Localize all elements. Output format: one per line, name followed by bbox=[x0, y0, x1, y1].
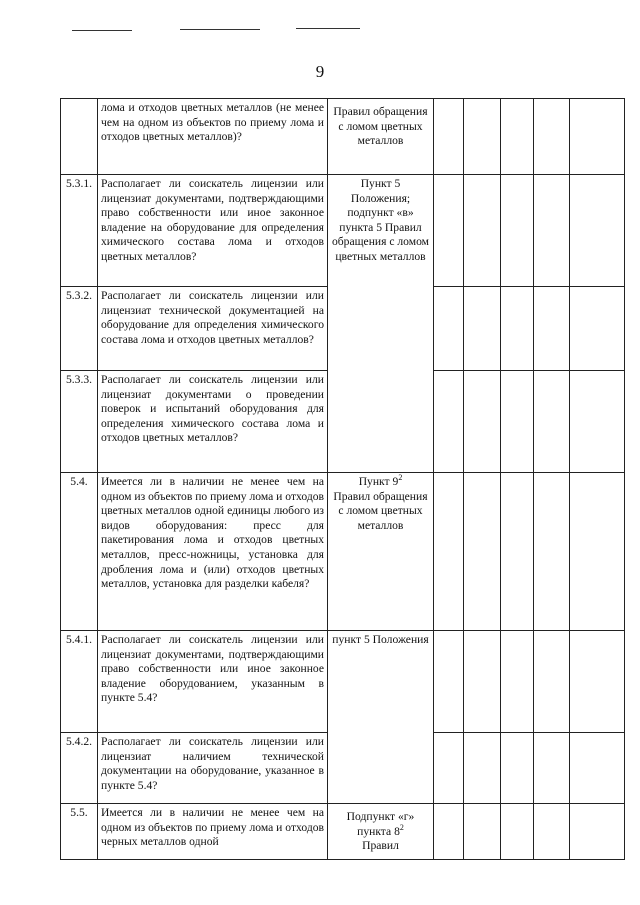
empty-cell bbox=[570, 371, 625, 473]
table-row bbox=[61, 175, 625, 287]
item-question: Имеется ли в наличии не менее чем на одном из объектов по приему лома и отходов цветных металлов одной единицы любого из видов оборудования: пресс для пакетирования лома и отходов цветных металлов, пресс-ножницы, установка для дробления лома и (или) отходов цветных металлов, установка для разделки кабеля? bbox=[98, 473, 328, 631]
empty-cell bbox=[501, 733, 534, 804]
empty-cell bbox=[501, 631, 534, 733]
legal-basis: Пункт 5 Положения; подпункт «в» пункта 5 Правил обращения с ломом цветных металлов bbox=[328, 175, 434, 473]
empty-cell bbox=[570, 287, 625, 371]
empty-cell bbox=[434, 371, 464, 473]
scan-artifact-line-left bbox=[72, 30, 132, 31]
empty-cell bbox=[501, 287, 534, 371]
legal-basis: пункт 5 Положения bbox=[328, 631, 434, 804]
item-question: лома и отходов цветных металлов (не менее чем на одном из объектов по приему лома и отходов цветных металлов)? bbox=[98, 99, 328, 175]
legal-basis-line: Подпункт «г» пункта $8^2$ bbox=[346, 810, 415, 838]
empty-cell bbox=[464, 175, 501, 287]
legal-basis bbox=[328, 473, 434, 631]
empty-cell bbox=[501, 175, 534, 287]
empty-cell bbox=[501, 99, 534, 175]
empty-cell bbox=[570, 733, 625, 804]
item-question: Располагает ли соискатель лицензии или лицензиат документами, подтверждающими право собственности или иное законное владение оборудованием, указанным в пункте 5.4? bbox=[98, 631, 328, 733]
empty-cell bbox=[534, 175, 570, 287]
empty-cell bbox=[534, 473, 570, 631]
legal-basis bbox=[328, 804, 434, 860]
empty-cell bbox=[501, 804, 534, 860]
empty-cell bbox=[464, 804, 501, 860]
item-number: 5.5. bbox=[61, 804, 98, 860]
table-row bbox=[61, 473, 625, 631]
empty-cell bbox=[501, 371, 534, 473]
item-question: Располагает ли соискатель лицензии или лицензиат наличием технической документации на оборудование, указанное в пункте 5.4? bbox=[98, 733, 328, 804]
item-number: 5.4. bbox=[61, 473, 98, 631]
empty-cell bbox=[534, 99, 570, 175]
table-row bbox=[61, 631, 625, 733]
empty-cell bbox=[464, 99, 501, 175]
table-row bbox=[61, 804, 625, 860]
empty-cell bbox=[570, 473, 625, 631]
checklist-table bbox=[60, 98, 625, 860]
item-number: 5.3.2. bbox=[61, 287, 98, 371]
empty-cell bbox=[534, 804, 570, 860]
empty-cell bbox=[434, 631, 464, 733]
legal-basis-line: Пункт $9^2$ bbox=[358, 473, 403, 488]
item-question: Располагает ли соискатель лицензии или лицензиат документами о проведении поверок и испытаний оборудования для определения химического состава лома и отходов цветных металлов? bbox=[98, 371, 328, 473]
empty-cell bbox=[434, 733, 464, 804]
empty-cell bbox=[501, 473, 534, 631]
empty-cell bbox=[570, 631, 625, 733]
empty-cell bbox=[534, 371, 570, 473]
empty-cell bbox=[534, 287, 570, 371]
item-number: 5.3.3. bbox=[61, 371, 98, 473]
page-number: 9 bbox=[315, 62, 325, 81]
empty-cell bbox=[434, 287, 464, 371]
empty-cell bbox=[570, 175, 625, 287]
empty-cell bbox=[464, 371, 501, 473]
item-question: Располагает ли соискатель лицензии или лицензиат документами, подтверждающими право собственности или иное законное владение на оборудование для определения химического состава лома и отходов цветных металлов? bbox=[98, 175, 328, 287]
empty-cell bbox=[464, 733, 501, 804]
empty-cell bbox=[464, 287, 501, 371]
item-number: 5.3.1. bbox=[61, 175, 98, 287]
empty-cell bbox=[434, 175, 464, 287]
item-question: Располагает ли соискатель лицензии или лицензиат технической документацией на оборудование для определения химического состава лома и отходов цветных металлов? bbox=[98, 287, 328, 371]
empty-cell bbox=[534, 631, 570, 733]
empty-cell bbox=[534, 733, 570, 804]
legal-basis: Правил обращения с ломом цветных металлов bbox=[328, 99, 434, 175]
empty-cell bbox=[570, 804, 625, 860]
empty-cell bbox=[464, 473, 501, 631]
scan-artifact-line-mid bbox=[180, 29, 260, 30]
legal-basis-rest: Правил обращения с ломом цветных металлов bbox=[333, 489, 428, 532]
item-question: Имеется ли в наличии не менее чем на одном из объектов по приему лома и отходов черных металлов одной bbox=[98, 804, 328, 860]
item-number bbox=[61, 99, 98, 175]
legal-basis-rest: Правил bbox=[362, 839, 399, 853]
empty-cell bbox=[464, 631, 501, 733]
empty-cell bbox=[434, 99, 464, 175]
table-row bbox=[61, 99, 625, 175]
item-number: 5.4.1. bbox=[61, 631, 98, 733]
scan-artifact-line-right bbox=[296, 28, 360, 29]
item-number: 5.4.2. bbox=[61, 733, 98, 804]
empty-cell bbox=[570, 99, 625, 175]
empty-cell bbox=[434, 804, 464, 860]
empty-cell bbox=[434, 473, 464, 631]
